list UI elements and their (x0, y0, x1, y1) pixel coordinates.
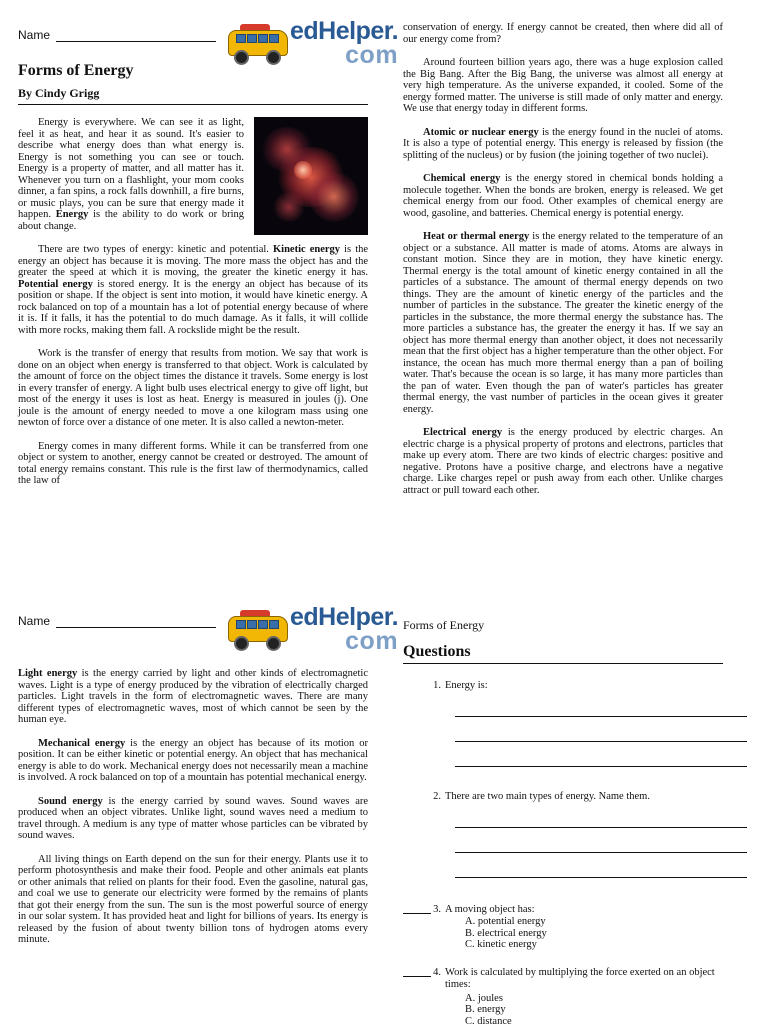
questions-column (403, 614, 723, 1024)
answer-line[interactable] (455, 828, 747, 853)
article-title: Forms of Energy (18, 62, 368, 80)
answer-line[interactable] (455, 742, 747, 767)
conservation-paragraph: conservation of energy. If energy cannot be created, then where did all of our energy come from? (403, 22, 723, 45)
chemical-energy-paragraph: Chemical energy is the energy stored in chemical bonds holding a molecule together. When the bonds are broken, energy is released. We get chemical energy from our food. Other examples of chemical energy are wood, gasoline, and batteries. Chemical energy is potential energy. (403, 173, 723, 219)
answer-line[interactable] (455, 692, 747, 717)
question-text: Work is calculated by multiplying the force exerted on an object times: (445, 967, 717, 991)
question-number: 2. (423, 791, 441, 803)
kinetic-potential-paragraph: There are two types of energy: kinetic and potential. Kinetic energy is the energy an object has because it is moving. The more mass the object has and the greater the speed at which it is moving, the greater the kinetic energy it has. Potential energy is stored energy. It is the energy an object has because of its position or shape. If the object is sent into motion, it would have kinetic energy. A rock balanced on top of a mountain has a lot of potential energy because of where it is. If it falls, it has the potential to do much damage. As it falls, it will collide with more rocks, making them fall. A rockslide might be the result. (18, 244, 368, 336)
edhelper-logo (226, 606, 398, 654)
question-number: 1. (423, 680, 441, 692)
logo-text-bottom: com (290, 44, 398, 68)
questions-heading: Questions (403, 643, 723, 664)
question-2 (403, 791, 723, 803)
question-text: A moving object has: (445, 904, 535, 915)
option-a[interactable]: A. potential energy (403, 916, 723, 928)
answer-line[interactable] (455, 717, 747, 742)
name-label: Name (18, 28, 50, 42)
sound-energy-paragraph: Sound energy is the energy carried by sound waves. Sound waves are produced when an object vibrates. Unlike light, sound waves need a medium to travel through. A medium is any type of matter whose particles can be vibrated by sound waves. (18, 796, 368, 842)
big-bang-paragraph: Around fourteen billion years ago, there was a huge explosion called the Big Bang. After the Big Bang, the universe was almost all energy at very high temperature. As the universe expanded, it cooled. Some of the energy formed matter. The universe is still made of only matter and energy. We use that energy today in different forms. (403, 57, 723, 115)
forms-paragraph: Energy comes in many different forms. While it can be transferred from one object or system to another, energy cannot be created or destroyed. The amount of total energy remains constant. This rule is the first law of thermodynamics, called the law of (18, 441, 368, 487)
option-b[interactable]: B. electrical energy (403, 928, 723, 940)
mechanical-energy-paragraph: Mechanical energy is the energy an object has because of its motion or position. It can be either kinetic or potential energy. An object that has mechanical energy is able to do work. Mechanical energy does not necessarily mean a machine is involved. A rock balanced on top of a mountain has potential mechanical energy. (18, 738, 368, 784)
page1-left-column (18, 28, 368, 568)
question-number: 4. (423, 967, 441, 991)
page2-left-column (18, 614, 368, 1014)
question-1 (403, 680, 723, 692)
name-blank-line[interactable] (56, 617, 216, 628)
question-4 (403, 967, 723, 991)
intro-paragraph: Energy is everywhere. We can see it as light, feel it as heat, and hear it as sound. It's easier to describe what energy does than what energy is. Energy is not something you can see or touch. Energy is a property of matter, and all matter has it. Whenever you turn on a flashlight, your mom cooks dinner, a fan spins, a rock falls downhill, a fire burns, or music plays, you can be sure that energy made it happen. Energy is the ability to do work or bring about change. (18, 117, 368, 232)
work-paragraph: Work is the transfer of energy that results from motion. We say that work is done on an object when energy is transferred to that object. Work is calculated by the amount of force on the object times the distance it travels. Some energy is lost in every transfer of energy. A light bulb uses electrical energy to give off light, but most of the energy it uses is lost as heat. Energy is measured in joules (j). One joule is the amount of energy needed to move a one kilogram mass using one newton of force over a distance of one meter. It is also called a newton-meter. (18, 348, 368, 429)
answer-line[interactable] (455, 803, 747, 828)
name-blank-line[interactable] (56, 31, 216, 42)
thermal-energy-paragraph: Heat or thermal energy is the energy related to the temperature of an object or a substance. All matter is made of atoms. Atoms are always in constant motion. Since they are in motion, they have kinetic energy. Thermal energy is the total amount of kinetic energy contained in all the particles of a substance. The amount of thermal energy depends on two things. They are the amount of kinetic energy of the particles and the number of particles in the substance. The greater the kinetic energy of the particles in the substance, the more thermal energy the substance has. The more particles a substance has, the greater the energy it has. If we say an object has more thermal energy than another object, it does not necessarily mean that the first object has a higher temperature than the other object. For instance, the ocean has much more thermal energy than a pan of boiling water. That's because the ocean is so large, it has many more particles than the pan of water. Even though the pan of water's particles has greater thermal energy, the vast number of particles in the ocean gives it greater energy. (403, 231, 723, 415)
atomic-energy-paragraph: Atomic or nuclear energy is the energy found in the nuclei of atoms. It is also a type of potential energy. This energy is released by fission (the splitting of the nucleus) or by fusion (the joining together of two nuclei). (403, 127, 723, 162)
question-text: Energy is: (445, 680, 488, 691)
question-number: 3. (423, 904, 441, 916)
edhelper-logo (226, 20, 398, 68)
option-b[interactable]: B. energy (403, 1004, 723, 1016)
answer-blank[interactable] (403, 913, 431, 914)
option-a[interactable]: A. joules (403, 993, 723, 1005)
answer-line[interactable] (455, 853, 747, 878)
logo-text-bottom: com (290, 630, 398, 654)
electrical-energy-paragraph: Electrical energy is the energy produced by electric charges. An electric charge is a physical property of protons and electrons, particles that make up every atom. There are two kinds of electric charges: positive and negative. Protons have a positive charge, and electrons have a negative charge. Like charges repel or push away from each other. Unlike charges attract or pull toward each other. (403, 427, 723, 496)
questions-small-heading: Forms of Energy (403, 618, 723, 633)
sun-energy-paragraph: All living things on Earth depend on the sun for their energy. Plants use it to perform photosynthesis and make their food. People and other animals eat plants or other animals that relied on plants for their food. Even the gasoline, natural gas, and coal we use to generate our electricity were formed by the remains of plants that got their energy from the sun. The sun is the most powerful source of energy in our solar system. It has provided heat and light for billions of years. Its energy is released by the fusion of about twenty billion tons of hydrogen atoms every minute. (18, 854, 368, 946)
option-c[interactable]: C. distance (403, 1016, 723, 1027)
school-bus-icon (226, 610, 288, 650)
page1-right-column (403, 22, 723, 562)
name-label: Name (18, 614, 50, 628)
logo-text-top: edHelper. (290, 606, 398, 630)
nebula-image (254, 117, 368, 235)
article-byline: By Cindy Grigg (18, 86, 368, 105)
answer-blank[interactable] (403, 976, 431, 977)
school-bus-icon (226, 24, 288, 64)
light-energy-paragraph: Light energy is the energy carried by light and other kinds of electromagnetic waves. Light is a type of energy produced by the vibration of electrically charged particles. Light travels in the form of electromagnetic waves. There are many different types of electromagnetic waves, most of which cannot be seen by the human eye. (18, 668, 368, 726)
logo-text-top: edHelper. (290, 20, 398, 44)
question-text: There are two main types of energy. Name them. (445, 791, 650, 802)
option-c[interactable]: C. kinetic energy (403, 939, 723, 951)
question-3 (403, 904, 723, 916)
